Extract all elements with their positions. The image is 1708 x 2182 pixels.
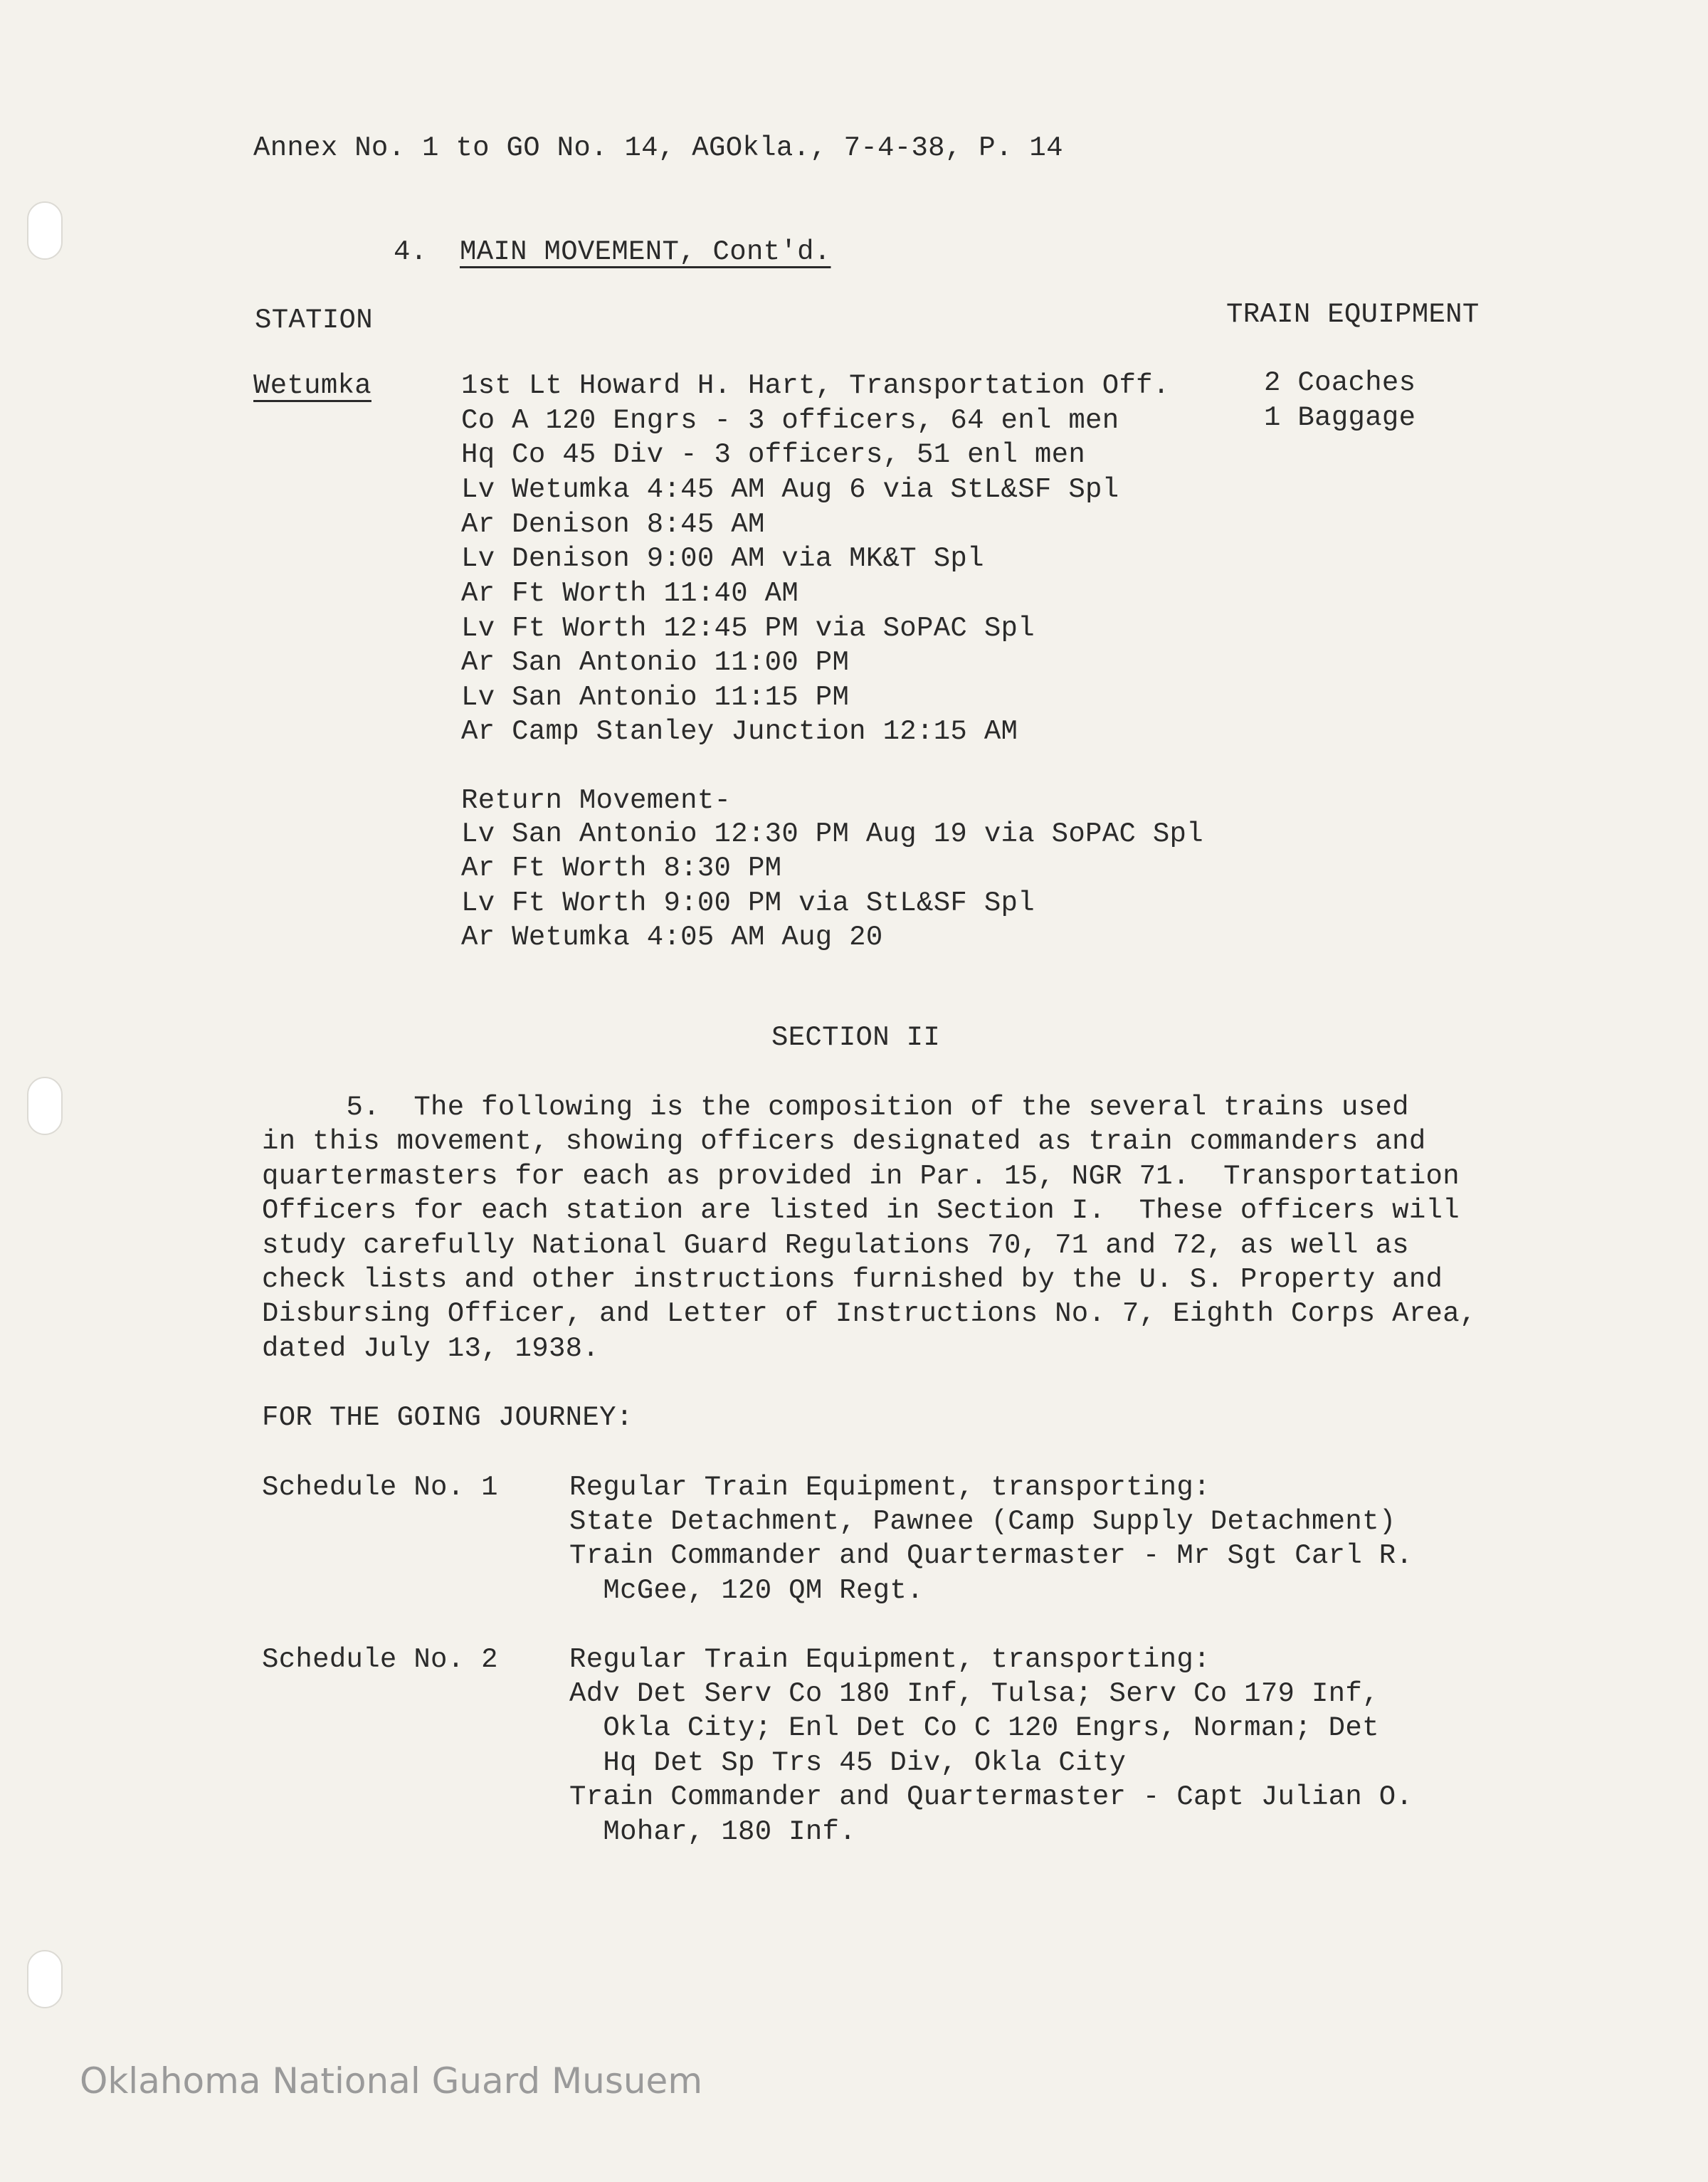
itinerary-line: Lv Denison 9:00 AM via MK&T Spl [461,543,984,574]
station-name: Wetumka [253,370,371,401]
paragraph-line: Disbursing Officer, and Letter of Instructions No. 7, Eighth Corps Area, [262,1298,1477,1329]
schedule-line: McGee, 120 QM Regt. [569,1575,924,1606]
schedule-line: Regular Train Equipment, transporting: [569,1472,1211,1503]
schedule-line: Adv Det Serv Co 180 Inf, Tulsa; Serv Co 179 Inf, [569,1678,1379,1709]
section-ii-title: SECTION II [771,1022,941,1053]
binder-hole [27,1950,63,2008]
paragraph-line: 5. The following is the composition of the several trains used [262,1092,1409,1123]
equipment-line: 2 Coaches [1264,367,1416,399]
itinerary-line: Ar Denison 8:45 AM [461,509,765,540]
itinerary-line: 1st Lt Howard H. Hart, Transportation Off. [461,370,1170,401]
schedule-label: Schedule No. 2 [262,1644,498,1675]
schedule-line: Hq Det Sp Trs 45 Div, Okla City [569,1747,1127,1778]
schedule-line: Train Commander and Quartermaster - Capt Julian O. [569,1781,1413,1813]
binder-hole [27,201,63,260]
return-line: Ar Wetumka 4:05 AM Aug 20 [461,922,883,953]
schedule-label: Schedule No. 1 [262,1472,498,1503]
paragraph-line: in this movement, showing officers designated as train commanders and [262,1126,1426,1157]
paragraph-line: study carefully National Guard Regulations 70, 71 and 72, as well as [262,1230,1409,1261]
itinerary-line: Co A 120 Engrs - 3 officers, 64 enl men [461,405,1119,436]
paragraph-line: quartermasters for each as provided in Par. 15, NGR 71. Transportation [262,1161,1460,1192]
paragraph-line: dated July 13, 1938. [262,1333,600,1364]
itinerary-line: Ar Camp Stanley Junction 12:15 AM [461,716,1018,747]
itinerary-line: Hq Co 45 Div - 3 officers, 51 enl men [461,439,1086,470]
equipment-column-header: TRAIN EQUIPMENT [1226,299,1480,330]
itinerary-line: Lv Ft Worth 12:45 PM via SoPAC Spl [461,613,1035,644]
museum-watermark: Oklahoma National Guard Musuem [80,2060,703,2102]
paragraph-line: check lists and other instructions furnished by the U. S. Property and [262,1264,1443,1295]
schedule-line: Okla City; Enl Det Co C 120 Engrs, Norman; Det [569,1712,1379,1744]
section-number: 4. [394,236,428,268]
equipment-line: 1 Baggage [1264,402,1416,433]
return-line: Lv Ft Worth 9:00 PM via StL&SF Spl [461,887,1035,919]
schedule-line: Regular Train Equipment, transporting: [569,1644,1211,1675]
paragraph-line: Officers for each station are listed in Section I. These officers will [262,1195,1460,1226]
schedule-line: Train Commander and Quartermaster - Mr Sgt Carl R. [569,1540,1413,1571]
return-line: Ar Ft Worth 8:30 PM [461,853,782,884]
itinerary-line: Lv San Antonio 11:15 PM [461,682,850,713]
annex-header: Annex No. 1 to GO No. 14, AGOkla., 7-4-38, P. 14 [253,132,1063,164]
itinerary-line: Ar Ft Worth 11:40 AM [461,578,799,609]
section-title: MAIN MOVEMENT, Cont'd. [460,236,831,268]
schedule-line: Mohar, 180 Inf. [569,1816,856,1848]
going-journey-title: FOR THE GOING JOURNEY: [262,1402,633,1433]
itinerary-line: Lv Wetumka 4:45 AM Aug 6 via StL&SF Spl [461,474,1119,505]
station-column-header: STATION [255,305,373,336]
return-line: Lv San Antonio 12:30 PM Aug 19 via SoPAC Spl [461,818,1203,850]
return-title: Return Movement- [461,785,732,816]
binder-hole [27,1077,63,1135]
schedule-line: State Detachment, Pawnee (Camp Supply Detachment) [569,1506,1396,1537]
itinerary-line: Ar San Antonio 11:00 PM [461,647,850,678]
